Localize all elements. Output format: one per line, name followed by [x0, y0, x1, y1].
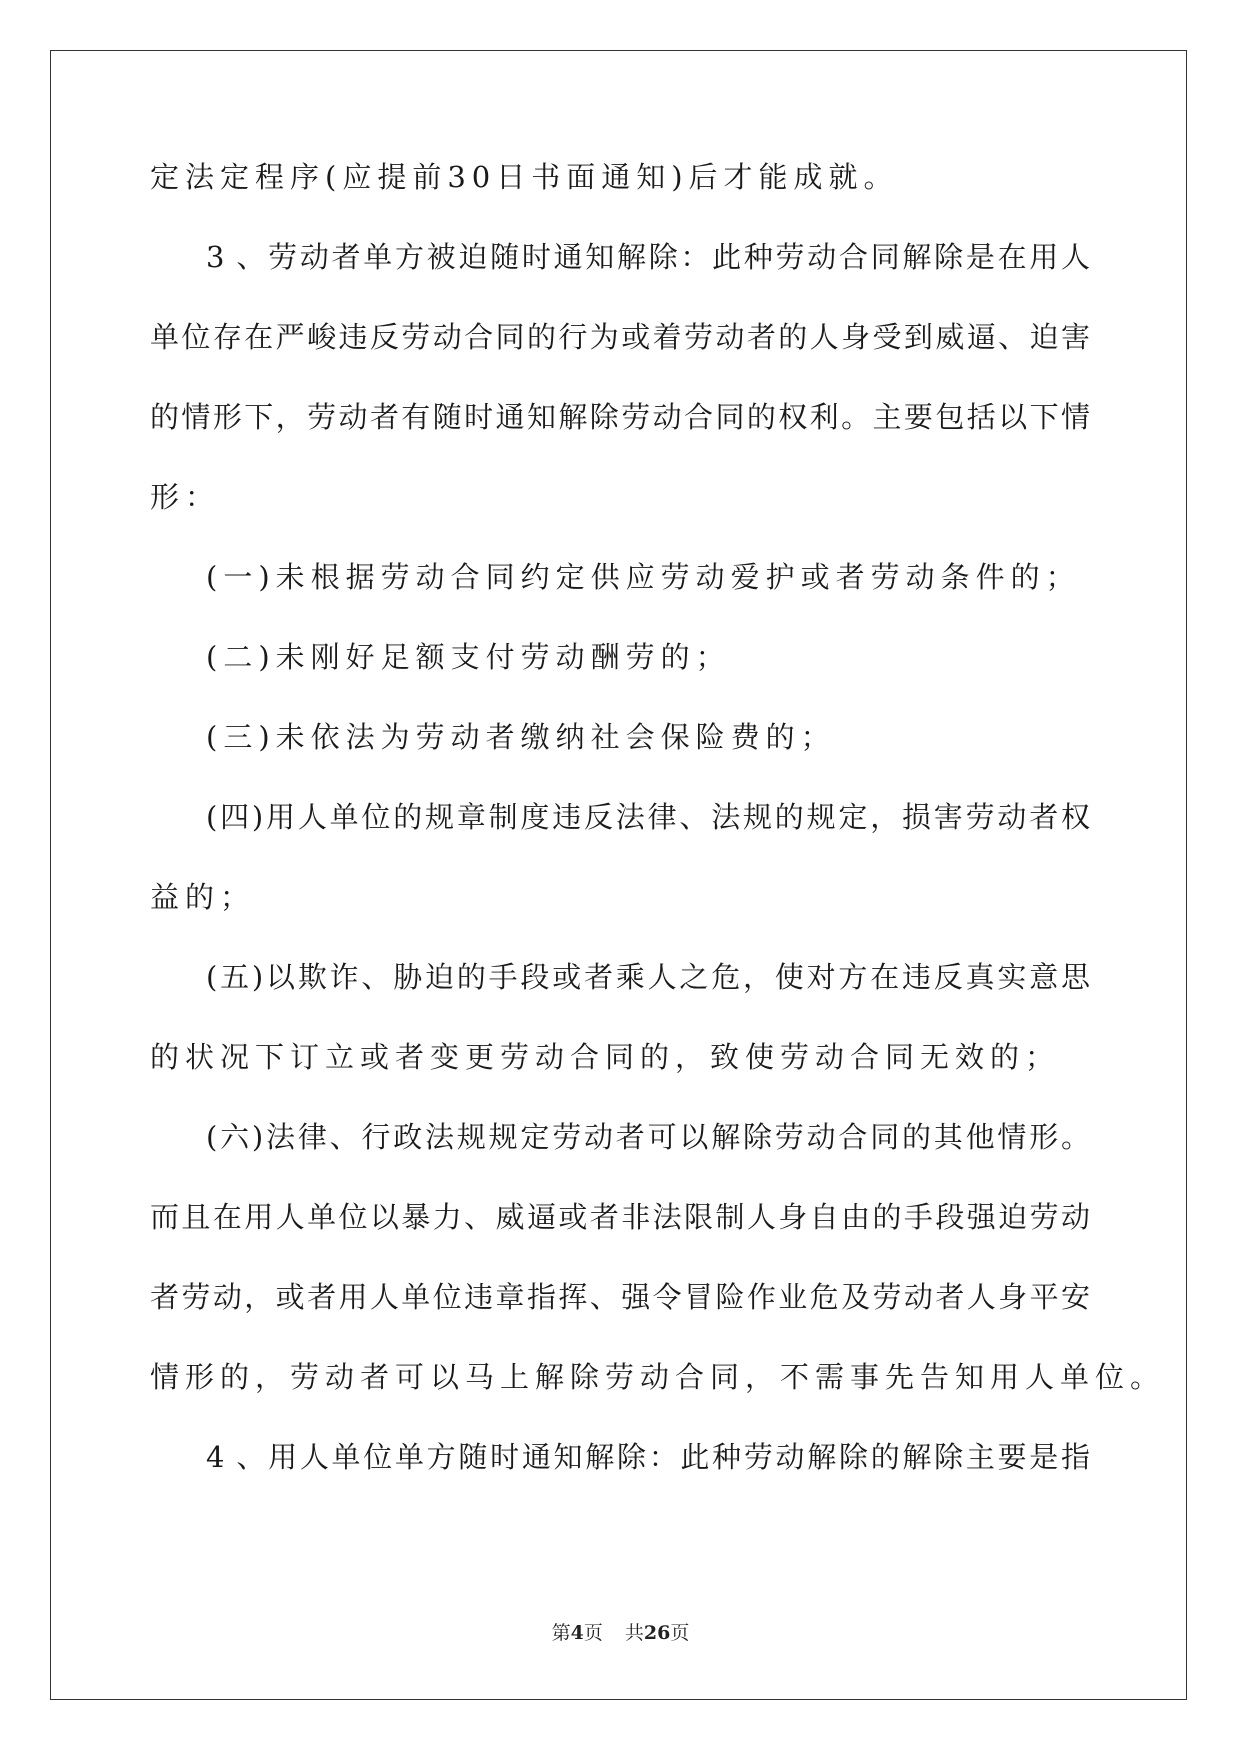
text-line-6: (一)未根据劳动合同约定供应劳动爱护或者劳动条件的； [206, 560, 1081, 594]
text-line-8: (三)未依法为劳动者缴纳社会保险费的； [206, 720, 836, 754]
text-line-11: (五)以欺诈、胁迫的手段或者乘人之危，使对方在违反真实意思 [206, 960, 1090, 994]
text-line-1: 定法定程序(应提前30日书面通知)后才能成就。 [150, 160, 899, 194]
text-line-9: (四)用人单位的规章制度违反法律、法规的规定，损害劳动者权 [206, 800, 1090, 834]
text-line-16: 情形的，劳动者可以马上解除劳动合同，不需事先告知用人单位。 [150, 1360, 1166, 1394]
text-line-3: 单位存在严峻违反劳动合同的行为或着劳动者的人身受到威逼、迫害 [150, 320, 1090, 354]
text-line-7: (二)未刚好足额支付劳动酬劳的； [206, 640, 731, 674]
footer-total-suffix: 页 [670, 1622, 690, 1644]
text-line-17: 4 、用人单位单方随时通知解除：此种劳动解除的解除主要是指 [206, 1440, 1090, 1474]
footer-total-prefix: 共 [624, 1622, 644, 1644]
page-footer [0, 1618, 1241, 1645]
text-line-14: 而且在用人单位以暴力、威逼或者非法限制人身自由的手段强迫劳动 [150, 1200, 1090, 1234]
text-line-15: 者劳动，或者用人单位违章指挥、强令冒险作业危及劳动者人身平安 [150, 1280, 1090, 1314]
footer-page-suffix: 页 [583, 1622, 603, 1644]
footer-prefix: 第 [551, 1622, 571, 1644]
text-line-12: 的状况下订立或者变更劳动合同的，致使劳动合同无效的； [150, 1040, 1061, 1074]
text-line-13: (六)法律、行政法规规定劳动者可以解除劳动合同的其他情形。 [206, 1120, 1090, 1154]
text-line-10: 益的； [150, 880, 256, 914]
footer-page-number: 4 [570, 1622, 584, 1644]
text-line-2: 3 、劳动者单方被迫随时通知解除：此种劳动合同解除是在用人 [206, 240, 1090, 274]
text-line-4: 的情形下，劳动者有随时通知解除劳动合同的权利。主要包括以下情 [150, 400, 1090, 434]
footer-total-pages: 26 [643, 1622, 671, 1644]
text-line-5: 形： [150, 480, 221, 514]
